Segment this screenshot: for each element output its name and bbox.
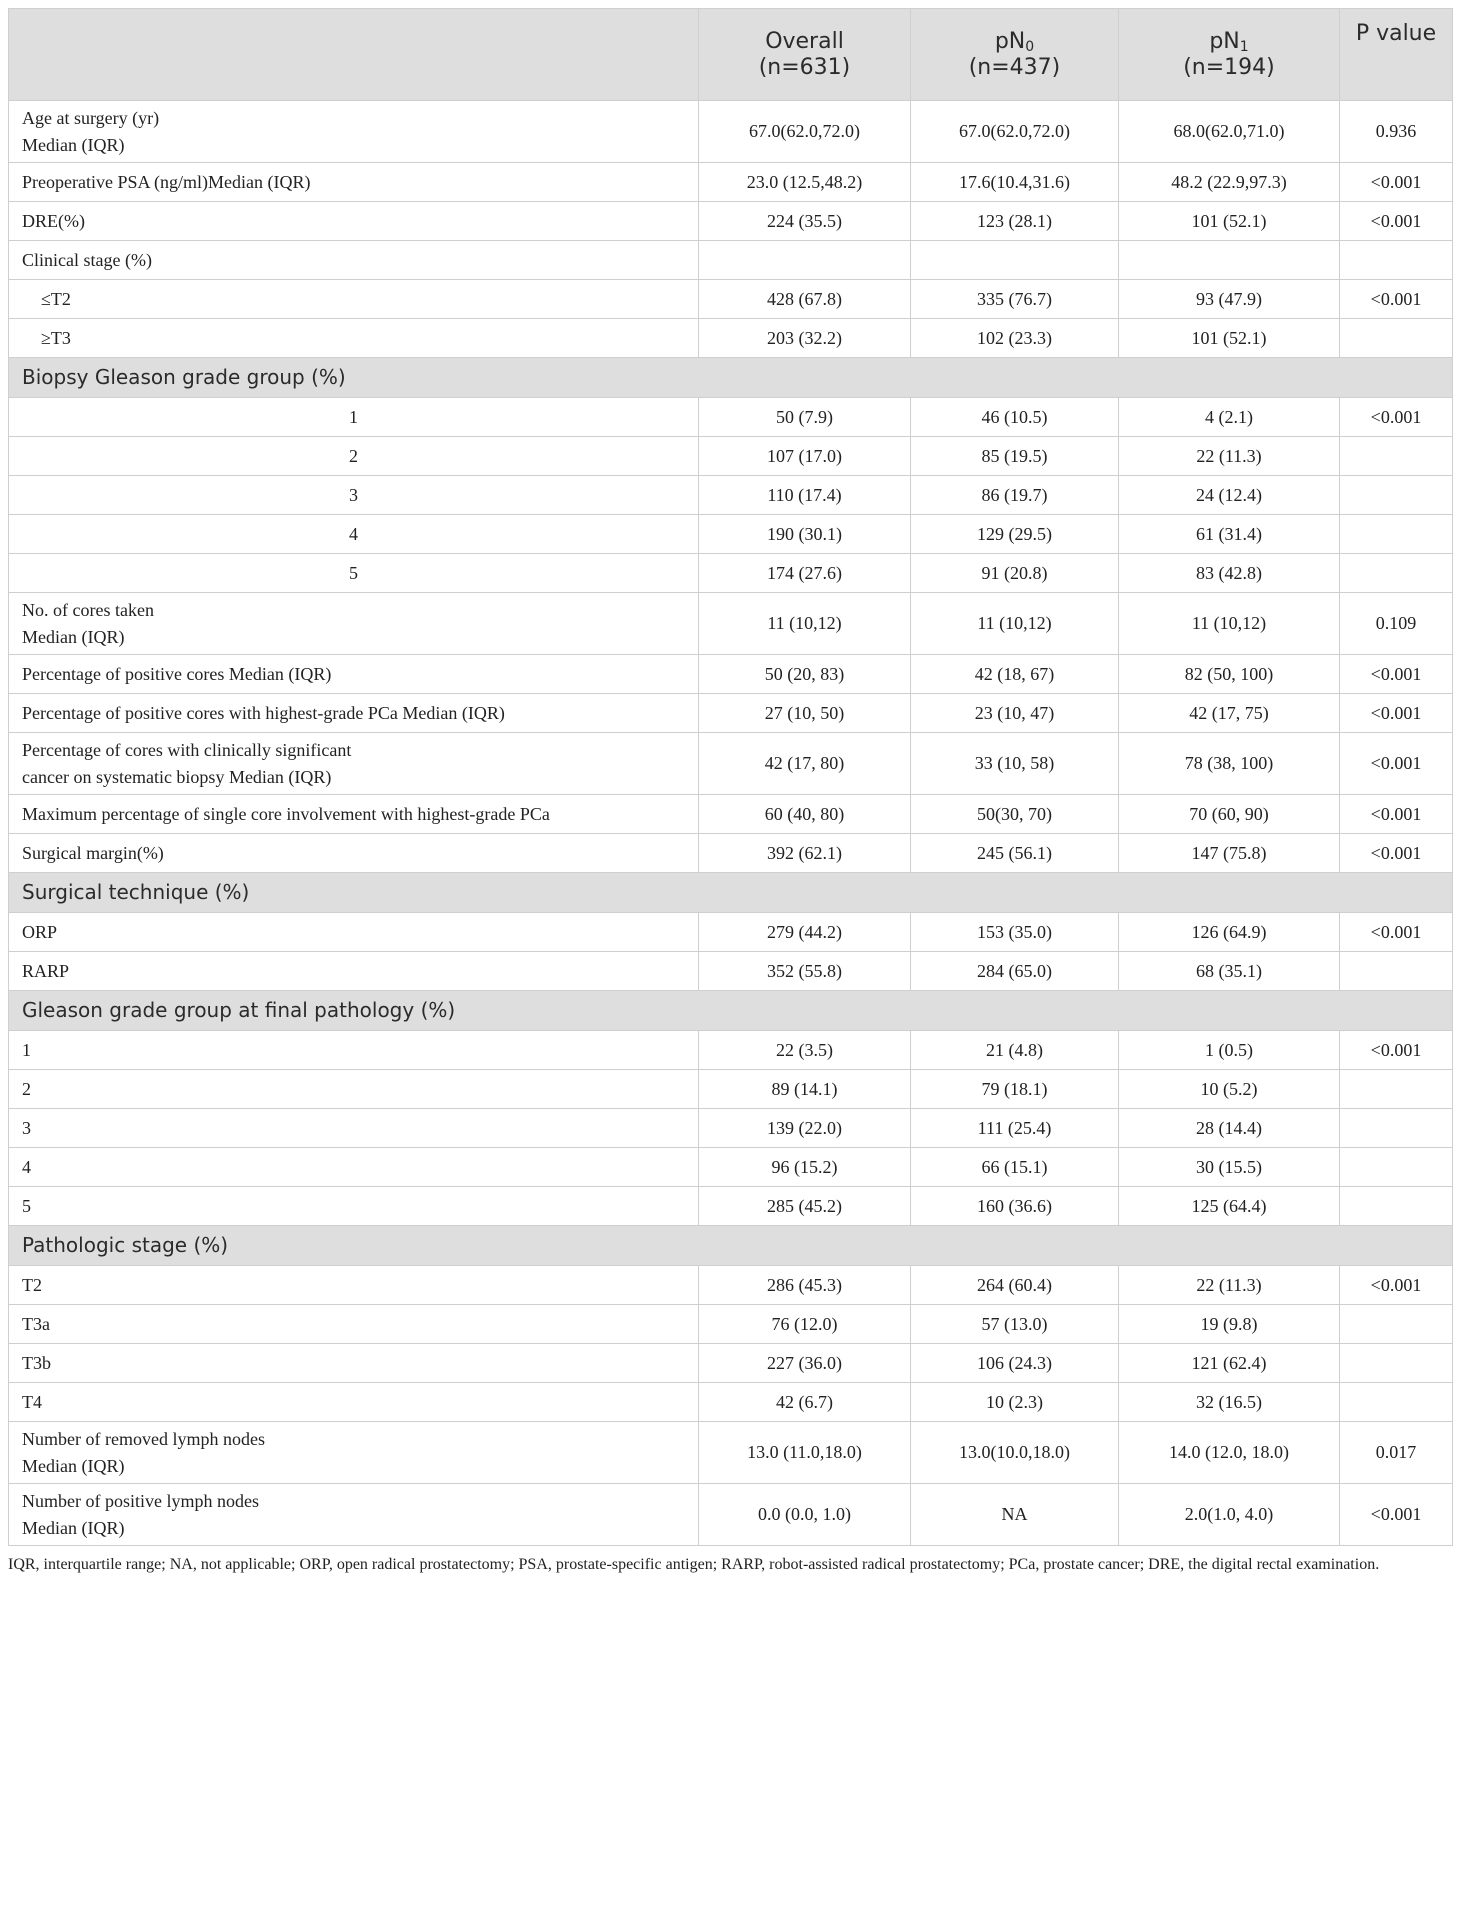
pn1-cell: 32 (16.5) <box>1119 1383 1340 1422</box>
table-row <box>9 913 1453 952</box>
table-row <box>9 202 1453 241</box>
header-pn1-base: pN <box>1209 28 1240 54</box>
pvalue-cell <box>1340 1305 1453 1344</box>
header-pn1 <box>1119 9 1340 101</box>
row-label <box>9 437 699 476</box>
table-row <box>9 834 1453 873</box>
pn1-cell: 83 (42.8) <box>1119 554 1340 593</box>
pvalue-cell: 0.936 <box>1340 101 1453 163</box>
pn1-cell: 4 (2.1) <box>1119 398 1340 437</box>
row-label-line: Median (IQR) <box>22 626 125 647</box>
row-label-line: DRE(%) <box>22 210 85 231</box>
table-row <box>9 1109 1453 1148</box>
row-label-line: 3 <box>22 1117 31 1138</box>
row-label-line: Number of removed lymph nodes <box>22 1428 265 1449</box>
pvalue-cell <box>1340 476 1453 515</box>
pn1-cell: 22 (11.3) <box>1119 1266 1340 1305</box>
section-row <box>9 873 1453 913</box>
table-row <box>9 1187 1453 1226</box>
table-row <box>9 163 1453 202</box>
section-label: Surgical technique (%) <box>9 873 1453 913</box>
row-label-line: Median (IQR) <box>22 1455 125 1476</box>
pvalue-cell: <0.001 <box>1340 1484 1453 1546</box>
row-label-line: RARP <box>22 960 70 981</box>
pn0-cell: 11 (10,12) <box>911 593 1119 655</box>
header-pn1-n: (n=194) <box>1183 54 1275 80</box>
pn1-cell: 101 (52.1) <box>1119 202 1340 241</box>
table-row <box>9 694 1453 733</box>
header-pvalue: P value <box>1340 9 1453 101</box>
table-body <box>9 101 1453 1546</box>
overall-cell: 392 (62.1) <box>699 834 911 873</box>
overall-cell: 285 (45.2) <box>699 1187 911 1226</box>
pvalue-cell: <0.001 <box>1340 1266 1453 1305</box>
pn1-cell: 101 (52.1) <box>1119 319 1340 358</box>
pn1-cell: 10 (5.2) <box>1119 1070 1340 1109</box>
header-pn0-sub: 0 <box>1025 38 1035 55</box>
pn1-cell: 121 (62.4) <box>1119 1344 1340 1383</box>
pn0-cell: 50(30, 70) <box>911 795 1119 834</box>
pn0-cell: 91 (20.8) <box>911 554 1119 593</box>
row-label-line: Percentage of cores with clinically significant <box>22 739 352 760</box>
table-row <box>9 1031 1453 1070</box>
overall-cell: 89 (14.1) <box>699 1070 911 1109</box>
pn1-cell: 19 (9.8) <box>1119 1305 1340 1344</box>
row-label <box>9 913 699 952</box>
table-row <box>9 952 1453 991</box>
pvalue-cell <box>1340 515 1453 554</box>
row-label <box>9 593 699 655</box>
row-label <box>9 202 699 241</box>
row-label <box>9 241 699 280</box>
row-label-line: 4 <box>349 523 358 544</box>
overall-cell: 22 (3.5) <box>699 1031 911 1070</box>
overall-cell: 50 (7.9) <box>699 398 911 437</box>
row-label-line: T4 <box>22 1391 42 1412</box>
pn1-cell: 70 (60, 90) <box>1119 795 1340 834</box>
row-label-line: 1 <box>349 406 358 427</box>
overall-cell: 23.0 (12.5,48.2) <box>699 163 911 202</box>
row-label <box>9 1148 699 1187</box>
header-overall-label: Overall <box>765 28 844 54</box>
row-label <box>9 1266 699 1305</box>
row-label-line: cancer on systematic biopsy Median (IQR) <box>22 766 332 787</box>
overall-cell: 50 (20, 83) <box>699 655 911 694</box>
pn0-cell: 335 (76.7) <box>911 280 1119 319</box>
pn0-cell: 86 (19.7) <box>911 476 1119 515</box>
pn1-cell: 14.0 (12.0, 18.0) <box>1119 1422 1340 1484</box>
overall-cell: 139 (22.0) <box>699 1109 911 1148</box>
pn0-cell: 67.0(62.0,72.0) <box>911 101 1119 163</box>
overall-cell: 279 (44.2) <box>699 913 911 952</box>
pn0-cell: 129 (29.5) <box>911 515 1119 554</box>
row-label <box>9 554 699 593</box>
overall-cell: 227 (36.0) <box>699 1344 911 1383</box>
pvalue-cell: <0.001 <box>1340 834 1453 873</box>
pvalue-cell: <0.001 <box>1340 733 1453 795</box>
row-label-line: ≤T2 <box>41 288 71 309</box>
pn0-cell: 17.6(10.4,31.6) <box>911 163 1119 202</box>
row-label <box>9 1109 699 1148</box>
pvalue-cell <box>1340 241 1453 280</box>
table-row <box>9 733 1453 795</box>
pvalue-cell: <0.001 <box>1340 694 1453 733</box>
row-label-line: Preoperative PSA (ng/ml)Median (IQR) <box>22 171 311 192</box>
table-row <box>9 795 1453 834</box>
pn0-cell: 42 (18, 67) <box>911 655 1119 694</box>
pn1-cell: 30 (15.5) <box>1119 1148 1340 1187</box>
overall-cell: 428 (67.8) <box>699 280 911 319</box>
overall-cell: 27 (10, 50) <box>699 694 911 733</box>
row-label-line: 4 <box>22 1156 31 1177</box>
section-row <box>9 1226 1453 1266</box>
row-label-line: 5 <box>22 1195 31 1216</box>
row-label <box>9 1305 699 1344</box>
overall-cell: 0.0 (0.0, 1.0) <box>699 1484 911 1546</box>
pn1-cell: 93 (47.9) <box>1119 280 1340 319</box>
section-row <box>9 358 1453 398</box>
row-label <box>9 101 699 163</box>
pn0-cell: 13.0(10.0,18.0) <box>911 1422 1119 1484</box>
pn1-cell: 126 (64.9) <box>1119 913 1340 952</box>
pvalue-cell: <0.001 <box>1340 398 1453 437</box>
pn1-cell: 82 (50, 100) <box>1119 655 1340 694</box>
row-label <box>9 1187 699 1226</box>
overall-cell: 13.0 (11.0,18.0) <box>699 1422 911 1484</box>
row-label <box>9 834 699 873</box>
header-row <box>9 9 1453 101</box>
section-label: Biopsy Gleason grade group (%) <box>9 358 1453 398</box>
pn0-cell: 123 (28.1) <box>911 202 1119 241</box>
pn0-cell: NA <box>911 1484 1119 1546</box>
row-label <box>9 1344 699 1383</box>
table-row <box>9 398 1453 437</box>
pn0-cell: 57 (13.0) <box>911 1305 1119 1344</box>
row-label-line: 2 <box>349 445 358 466</box>
row-label <box>9 1031 699 1070</box>
row-label-line: Number of positive lymph nodes <box>22 1490 259 1511</box>
overall-cell: 96 (15.2) <box>699 1148 911 1187</box>
table-row <box>9 1422 1453 1484</box>
pvalue-cell: 0.109 <box>1340 593 1453 655</box>
pvalue-cell <box>1340 1070 1453 1109</box>
overall-cell: 352 (55.8) <box>699 952 911 991</box>
overall-cell: 42 (17, 80) <box>699 733 911 795</box>
row-label-line: 2 <box>22 1078 31 1099</box>
row-label <box>9 319 699 358</box>
table-footnote: IQR, interquartile range; NA, not applicable; ORP, open radical prostatectomy; PSA, prostate-specific antigen; RARP, robot-assisted radical prostatectomy; PCa, prostate cancer; DRE, the digital rectal examination. <box>8 1556 1380 1573</box>
pn0-cell: 21 (4.8) <box>911 1031 1119 1070</box>
table-row <box>9 1484 1453 1546</box>
table-row <box>9 101 1453 163</box>
characteristics-table <box>8 8 1453 1546</box>
pn0-cell: 106 (24.3) <box>911 1344 1119 1383</box>
pn0-cell: 264 (60.4) <box>911 1266 1119 1305</box>
overall-cell: 76 (12.0) <box>699 1305 911 1344</box>
header-pn0-n: (n=437) <box>968 54 1061 80</box>
table-row <box>9 1266 1453 1305</box>
row-label <box>9 163 699 202</box>
table-row <box>9 655 1453 694</box>
row-label <box>9 280 699 319</box>
overall-cell: 42 (6.7) <box>699 1383 911 1422</box>
pn0-cell: 10 (2.3) <box>911 1383 1119 1422</box>
pvalue-cell <box>1340 1383 1453 1422</box>
row-label <box>9 1383 699 1422</box>
pvalue-cell <box>1340 1148 1453 1187</box>
section-row <box>9 991 1453 1031</box>
pn1-cell: 2.0(1.0, 4.0) <box>1119 1484 1340 1546</box>
row-label-line: No. of cores taken <box>22 599 154 620</box>
table-row <box>9 319 1453 358</box>
pvalue-cell: <0.001 <box>1340 913 1453 952</box>
overall-cell: 286 (45.3) <box>699 1266 911 1305</box>
overall-cell: 224 (35.5) <box>699 202 911 241</box>
pn1-cell <box>1119 241 1340 280</box>
pn1-cell: 68 (35.1) <box>1119 952 1340 991</box>
table-row <box>9 593 1453 655</box>
table-row <box>9 1344 1453 1383</box>
pn1-cell: 42 (17, 75) <box>1119 694 1340 733</box>
table-row <box>9 554 1453 593</box>
table-row <box>9 1148 1453 1187</box>
row-label <box>9 476 699 515</box>
row-label-line: ≥T3 <box>41 327 71 348</box>
row-label-line: Surgical margin(%) <box>22 842 164 863</box>
pvalue-cell: <0.001 <box>1340 163 1453 202</box>
pn1-cell: 11 (10,12) <box>1119 593 1340 655</box>
table-row <box>9 515 1453 554</box>
section-label: Gleason grade group at final pathology (%) <box>9 991 1453 1031</box>
row-label-line: Percentage of positive cores with highest-grade PCa Median (IQR) <box>22 702 505 723</box>
pvalue-cell <box>1340 952 1453 991</box>
row-label-line: 3 <box>349 484 358 505</box>
table-row <box>9 1305 1453 1344</box>
overall-cell: 110 (17.4) <box>699 476 911 515</box>
row-label <box>9 1070 699 1109</box>
row-label-line: 5 <box>349 562 358 583</box>
overall-cell: 203 (32.2) <box>699 319 911 358</box>
pn0-cell: 245 (56.1) <box>911 834 1119 873</box>
pn0-cell: 66 (15.1) <box>911 1148 1119 1187</box>
pvalue-cell <box>1340 1109 1453 1148</box>
pvalue-cell: <0.001 <box>1340 280 1453 319</box>
overall-cell: 67.0(62.0,72.0) <box>699 101 911 163</box>
pn1-cell: 48.2 (22.9,97.3) <box>1119 163 1340 202</box>
pn1-cell: 61 (31.4) <box>1119 515 1340 554</box>
table-row <box>9 1070 1453 1109</box>
pvalue-cell: <0.001 <box>1340 655 1453 694</box>
pn0-cell: 153 (35.0) <box>911 913 1119 952</box>
pn1-cell: 78 (38, 100) <box>1119 733 1340 795</box>
row-label-line: 1 <box>22 1039 31 1060</box>
pn1-cell: 28 (14.4) <box>1119 1109 1340 1148</box>
header-overall-n: (n=631) <box>758 54 851 80</box>
pvalue-cell <box>1340 1344 1453 1383</box>
pn1-cell: 147 (75.8) <box>1119 834 1340 873</box>
pn0-cell: 284 (65.0) <box>911 952 1119 991</box>
row-label-line: Median (IQR) <box>22 134 125 155</box>
pn0-cell: 46 (10.5) <box>911 398 1119 437</box>
row-label <box>9 655 699 694</box>
row-label-line: Median (IQR) <box>22 1517 125 1538</box>
header-pn0-base: pN <box>994 28 1026 54</box>
table-row <box>9 476 1453 515</box>
pvalue-cell: 0.017 <box>1340 1422 1453 1484</box>
row-label-line: ORP <box>22 921 58 942</box>
overall-cell: 107 (17.0) <box>699 437 911 476</box>
pn1-cell: 68.0(62.0,71.0) <box>1119 101 1340 163</box>
header-overall <box>699 9 911 101</box>
pn0-cell: 102 (23.3) <box>911 319 1119 358</box>
row-label <box>9 1484 699 1546</box>
pn0-cell: 79 (18.1) <box>911 1070 1119 1109</box>
table-row <box>9 437 1453 476</box>
overall-cell: 174 (27.6) <box>699 554 911 593</box>
header-pn1-sub: 1 <box>1239 38 1249 55</box>
pvalue-cell: <0.001 <box>1340 795 1453 834</box>
pn1-cell: 125 (64.4) <box>1119 1187 1340 1226</box>
pvalue-cell <box>1340 1187 1453 1226</box>
row-label <box>9 952 699 991</box>
row-label-line: T3a <box>22 1313 50 1334</box>
row-label <box>9 1422 699 1484</box>
overall-cell <box>699 241 911 280</box>
pvalue-cell <box>1340 554 1453 593</box>
pn0-cell: 160 (36.6) <box>911 1187 1119 1226</box>
row-label-line: Maximum percentage of single core involvement with highest-grade PCa <box>22 803 550 824</box>
pn1-cell: 22 (11.3) <box>1119 437 1340 476</box>
header-pn0 <box>911 9 1119 101</box>
overall-cell: 11 (10,12) <box>699 593 911 655</box>
pn0-cell: 85 (19.5) <box>911 437 1119 476</box>
overall-cell: 190 (30.1) <box>699 515 911 554</box>
pn1-cell: 1 (0.5) <box>1119 1031 1340 1070</box>
row-label <box>9 795 699 834</box>
pn0-cell: 111 (25.4) <box>911 1109 1119 1148</box>
pvalue-cell <box>1340 319 1453 358</box>
pvalue-cell: <0.001 <box>1340 1031 1453 1070</box>
pn0-cell: 23 (10, 47) <box>911 694 1119 733</box>
row-label <box>9 515 699 554</box>
row-label-line: Age at surgery (yr) <box>22 107 160 128</box>
section-label: Pathologic stage (%) <box>9 1226 1453 1266</box>
row-label-line: T3b <box>22 1352 51 1373</box>
table-row <box>9 280 1453 319</box>
table-row <box>9 241 1453 280</box>
pvalue-cell: <0.001 <box>1340 202 1453 241</box>
pn1-cell: 24 (12.4) <box>1119 476 1340 515</box>
pn0-cell <box>911 241 1119 280</box>
table-row <box>9 1383 1453 1422</box>
row-label <box>9 733 699 795</box>
row-label-line: Clinical stage (%) <box>22 249 152 270</box>
row-label <box>9 694 699 733</box>
row-label <box>9 398 699 437</box>
pn0-cell: 33 (10, 58) <box>911 733 1119 795</box>
row-label-line: Percentage of positive cores Median (IQR) <box>22 663 332 684</box>
pvalue-cell <box>1340 437 1453 476</box>
table-container <box>8 8 1452 1575</box>
header-characteristic <box>9 9 699 101</box>
row-label-line: T2 <box>22 1274 42 1295</box>
overall-cell: 60 (40, 80) <box>699 795 911 834</box>
